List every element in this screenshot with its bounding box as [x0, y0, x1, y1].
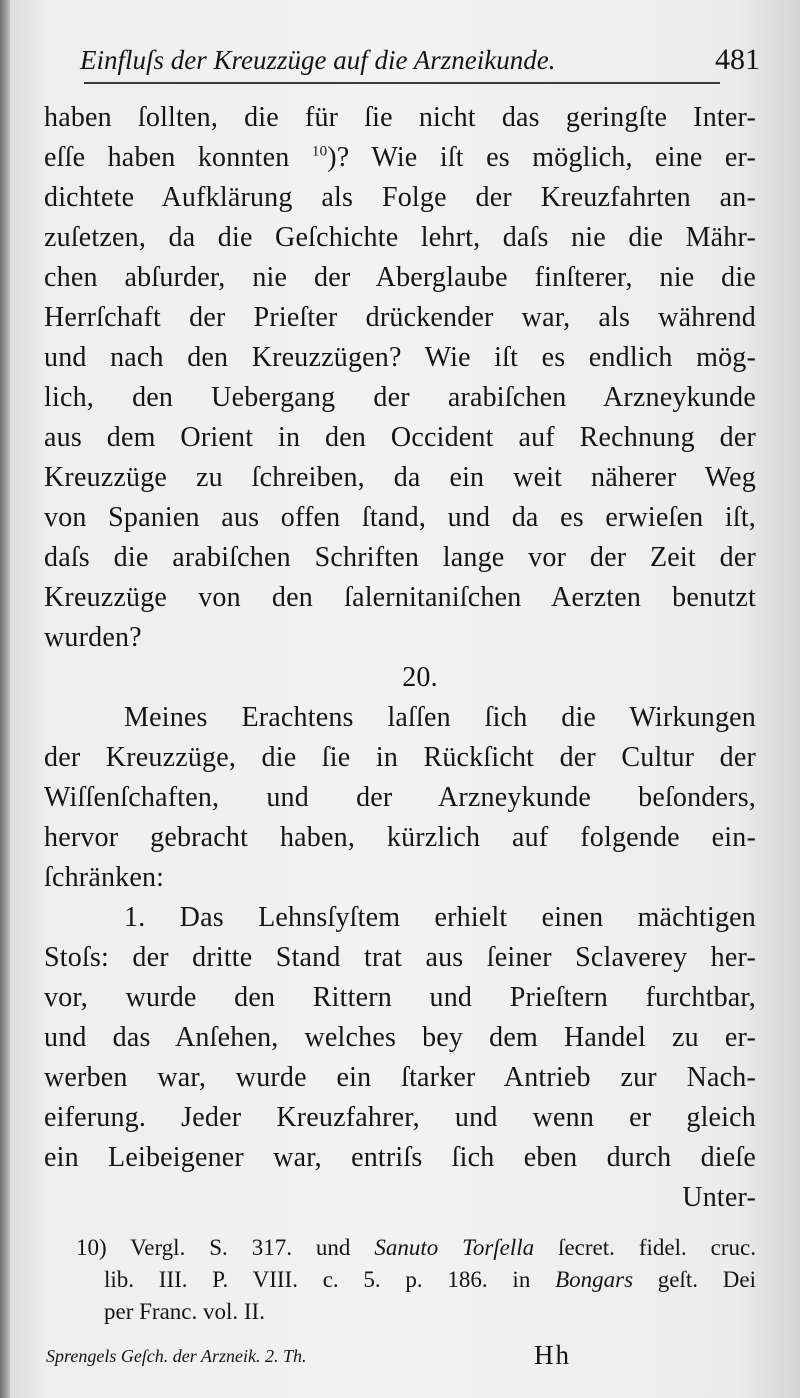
- text-line: aus dem Orient in den Occident auf Rechnung der: [44, 422, 756, 453]
- text-line: Wiſſenſchaften, und der Arzneykunde beſonders,: [44, 782, 756, 813]
- text-line: werben war, wurde ein ſtarker Antrieb zur Nach-: [44, 1062, 756, 1093]
- text-line: 1. Das Lehnsſyſtem erhielt einen mächtigen: [124, 902, 756, 933]
- signature-mark: Hh: [534, 1340, 571, 1370]
- catchword: Unter-: [682, 1182, 756, 1213]
- text-line: Meines Erachtens laſſen ſich die Wirkungen: [124, 702, 756, 733]
- text-line: Stoſs: der dritte Stand trat aus ſeiner Sclaverey her-: [44, 942, 756, 973]
- running-title: Einfluſs der Kreuzzüge auf die Arzneikunde.: [80, 45, 556, 75]
- text-line: [44, 138, 756, 178]
- page-number: 481: [715, 43, 760, 76]
- text-fragment: )? Wie iſt es möglich, eine er-: [327, 142, 756, 173]
- text-line: hervor gebracht haben, kürzlich auf folgende ein-: [44, 822, 756, 853]
- text-line: wurden?: [44, 622, 142, 653]
- text-line: und das Anſehen, welches bey dem Handel zu er-: [44, 1022, 756, 1053]
- section-number: 20.: [402, 662, 438, 693]
- text-line: ein Leibeigener war, entriſs ſich eben durch dieſe: [44, 1142, 756, 1173]
- footnote-text: lib. III. P. VIII. c. 5. p. 186. in: [104, 1267, 556, 1292]
- printer-signature-text: Sprengels Geſch. der Arzneik. 2. Th.: [46, 1346, 307, 1366]
- header-rule: [84, 82, 720, 84]
- text-line: chen abſurder, nie der Aberglaube finſterer, nie die: [44, 262, 756, 293]
- text-fragment: eſſe haben konnten: [44, 142, 312, 173]
- main-text: [44, 98, 756, 1218]
- text-line: daſs die arabiſchen Schriften lange vor der Zeit der: [44, 542, 756, 573]
- text-line: Herrſchaft der Prieſter drückender war, als während: [44, 302, 756, 333]
- text-line: lich, den Uebergang der arabiſchen Arzneykunde: [44, 382, 756, 413]
- footnote-line: per Franc. vol. II.: [104, 1299, 265, 1324]
- text-line: dichtete Aufklärung als Folge der Kreuzfahrten an-: [44, 182, 756, 213]
- page-footer: [46, 1340, 746, 1380]
- text-line: ſchränken:: [44, 862, 165, 893]
- text-line: und nach den Kreuzzügen? Wie iſt es endlich mög-: [44, 342, 756, 373]
- text-line: der Kreuzzüge, die ſie in Rückſicht der Cultur der: [44, 742, 756, 773]
- text-line: zuſetzen, da die Geſchichte lehrt, daſs nie die Mähr-: [44, 222, 756, 253]
- page-edge-shadow: [0, 0, 10, 1398]
- footnote-text: geſt. Dei: [633, 1267, 756, 1292]
- text-line: Kreuzzüge zu ſchreiben, da ein weit näherer Weg: [44, 462, 756, 493]
- footnote-text: ſecret. fidel. cruc.: [534, 1235, 756, 1260]
- footnote: [76, 1232, 756, 1328]
- footnote-italic: Bongars: [555, 1267, 634, 1292]
- text-line: vor, wurde den Rittern und Prieſtern furchtbar,: [44, 982, 756, 1013]
- footnote-line: [76, 1264, 756, 1296]
- page-header: [80, 40, 760, 86]
- footnote-italic: Sanuto Torſella: [374, 1235, 535, 1260]
- text-line: eiferung. Jeder Kreuzfahrer, und wenn er gleich: [44, 1102, 756, 1133]
- footnote-text: 10) Vergl. S. 317. und: [76, 1235, 375, 1260]
- text-line: von Spanien aus offen ſtand, und da es erwieſen iſt,: [44, 502, 756, 533]
- text-line: Kreuzzüge von den ſalernitaniſchen Aerzten benutzt: [44, 582, 756, 613]
- footnote-ref: 10: [311, 143, 328, 160]
- footnote-line: [76, 1232, 756, 1264]
- text-line: haben ſollten, die für ſie nicht das geringſte Inter-: [44, 102, 756, 133]
